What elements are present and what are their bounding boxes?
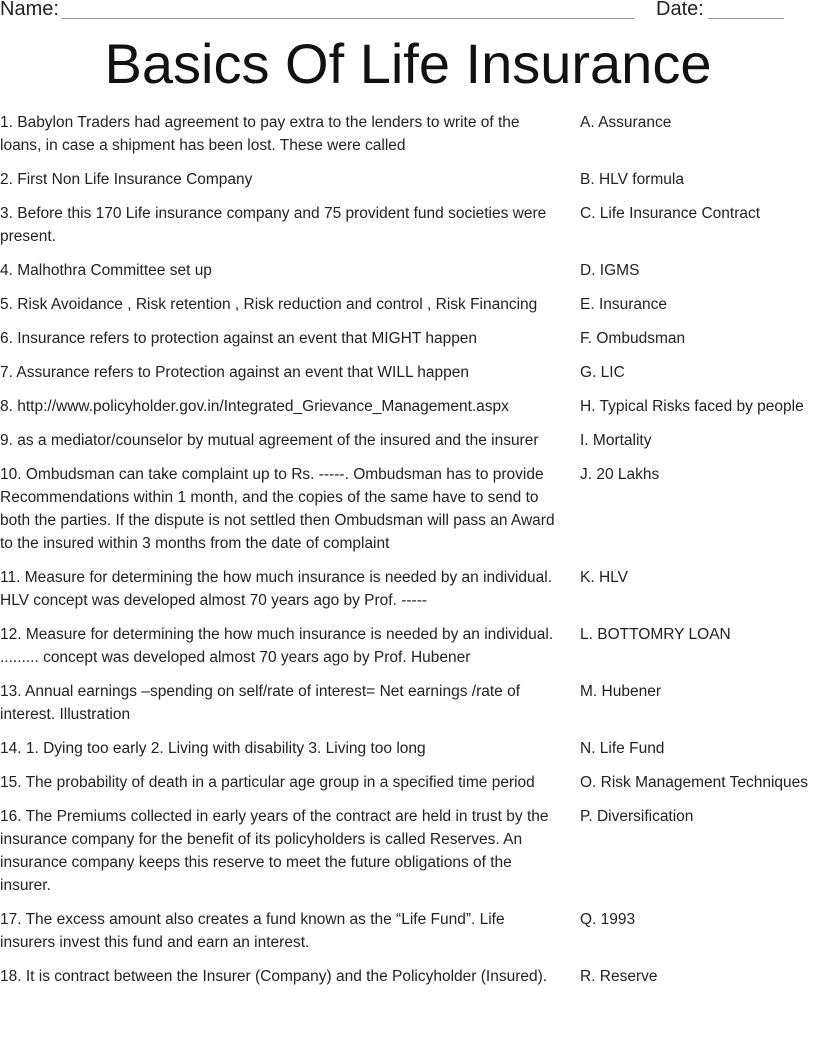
answer-option: A. Assurance bbox=[580, 114, 672, 131]
question-text: 6. Insurance refers to protection against an event that MIGHT happen bbox=[0, 330, 478, 347]
answer-option: J. 20 Lakhs bbox=[580, 466, 660, 483]
answer-option: D. IGMS bbox=[580, 262, 640, 279]
question-text: 17. The excess amount also creates a fund known as the “Life Fund”. Life insurers invest this fund and earn an interest. bbox=[0, 911, 505, 951]
matching-row bbox=[0, 111, 816, 157]
question-text: 7. Assurance refers to Protection against an event that WILL happen bbox=[0, 364, 470, 381]
matching-row bbox=[0, 908, 816, 954]
question-text: 4. Malhothra Committee set up bbox=[0, 262, 212, 279]
answer-option: N. Life Fund bbox=[580, 740, 665, 757]
answer-option: B. HLV formula bbox=[580, 171, 684, 188]
question-text: 3. Before this 170 Life insurance company and 75 provident fund societies were present. bbox=[0, 205, 547, 245]
answer-option: G. LIC bbox=[580, 364, 625, 381]
matching-row bbox=[0, 805, 816, 897]
answer-option: H. Typical Risks faced by people bbox=[580, 398, 804, 415]
question-text: 10. Ombudsman can take complaint up to Rs. -----. Ombudsman has to provide Recommendations within 1 month, and the copies of the same have to send to both the parties. If the dispute is not settled then Ombudsman will pass an Award to the insured within 3 months from the date of complaint bbox=[0, 466, 555, 552]
matching-row bbox=[0, 259, 816, 282]
question-text: 18. It is contract between the Insurer (Company) and the Policyholder (Insured). bbox=[0, 968, 548, 985]
answer-option: O. Risk Management Techniques bbox=[580, 774, 809, 791]
question-text: 5. Risk Avoidance , Risk retention , Risk reduction and control , Risk Financing bbox=[0, 296, 538, 313]
question-text: 1. Babylon Traders had agreement to pay extra to the lenders to write of the loans, in case a shipment has been lost. These were called bbox=[0, 114, 520, 154]
matching-row bbox=[0, 202, 816, 248]
matching-row bbox=[0, 293, 816, 316]
matching-row bbox=[0, 361, 816, 384]
page-title: Basics Of Life Insurance bbox=[104, 32, 712, 95]
answer-option: Q. 1993 bbox=[580, 911, 636, 928]
question-text: 15. The probability of death in a particular age group in a specified time period bbox=[0, 774, 535, 791]
matching-row bbox=[0, 680, 816, 726]
question-text: 2. First Non Life Insurance Company bbox=[0, 171, 253, 188]
date-blank-line[interactable] bbox=[708, 18, 784, 19]
name-blank-line[interactable] bbox=[62, 18, 634, 19]
answer-option: L. BOTTOMRY LOAN bbox=[580, 626, 731, 643]
answer-option: M. Hubener bbox=[580, 683, 661, 700]
question-text: 13. Annual earnings –spending on self/rate of interest= Net earnings /rate of interest. Illustration bbox=[0, 683, 521, 723]
question-text: 9. as a mediator/counselor by mutual agreement of the insured and the insurer bbox=[0, 432, 539, 449]
answer-option: C. Life Insurance Contract bbox=[580, 205, 761, 222]
answer-option: R. Reserve bbox=[580, 968, 658, 985]
date-label: Date: bbox=[656, 0, 704, 20]
matching-row bbox=[0, 429, 816, 452]
answer-option: I. Mortality bbox=[580, 432, 652, 449]
matching-row bbox=[0, 168, 816, 191]
matching-row bbox=[0, 327, 816, 350]
answer-option: K. HLV bbox=[580, 569, 628, 586]
answer-option: F. Ombudsman bbox=[580, 330, 686, 347]
question-text: 8. http://www.policyholder.gov.in/Integrated_Grievance_Management.aspx bbox=[0, 398, 509, 415]
answer-option: E. Insurance bbox=[580, 296, 668, 313]
question-text: 12. Measure for determining the how much insurance is needed by an individual. ......... concept was developed almost 70 years ago by Prof. Hubener bbox=[0, 626, 554, 666]
question-text: 14. 1. Dying too early 2. Living with disability 3. Living too long bbox=[0, 740, 426, 757]
matching-row bbox=[0, 737, 816, 760]
matching-row bbox=[0, 965, 816, 988]
matching-row bbox=[0, 566, 816, 612]
matching-row bbox=[0, 771, 816, 794]
name-label: Name: bbox=[0, 0, 59, 20]
matching-row bbox=[0, 395, 816, 418]
question-text: 11. Measure for determining the how much insurance is needed by an individual. HLV concept was developed almost 70 years ago by Prof. ----- bbox=[0, 569, 553, 609]
matching-list bbox=[0, 111, 816, 999]
matching-row bbox=[0, 623, 816, 669]
matching-row bbox=[0, 463, 816, 555]
header bbox=[0, 0, 816, 24]
question-text: 16. The Premiums collected in early years of the contract are held in trust by the insurance company for the benefit of its policyholders is called Reserves. An insurance company keeps this reserve to meet the future obligations of the insurer. bbox=[0, 808, 549, 894]
answer-option: P. Diversification bbox=[580, 808, 694, 825]
